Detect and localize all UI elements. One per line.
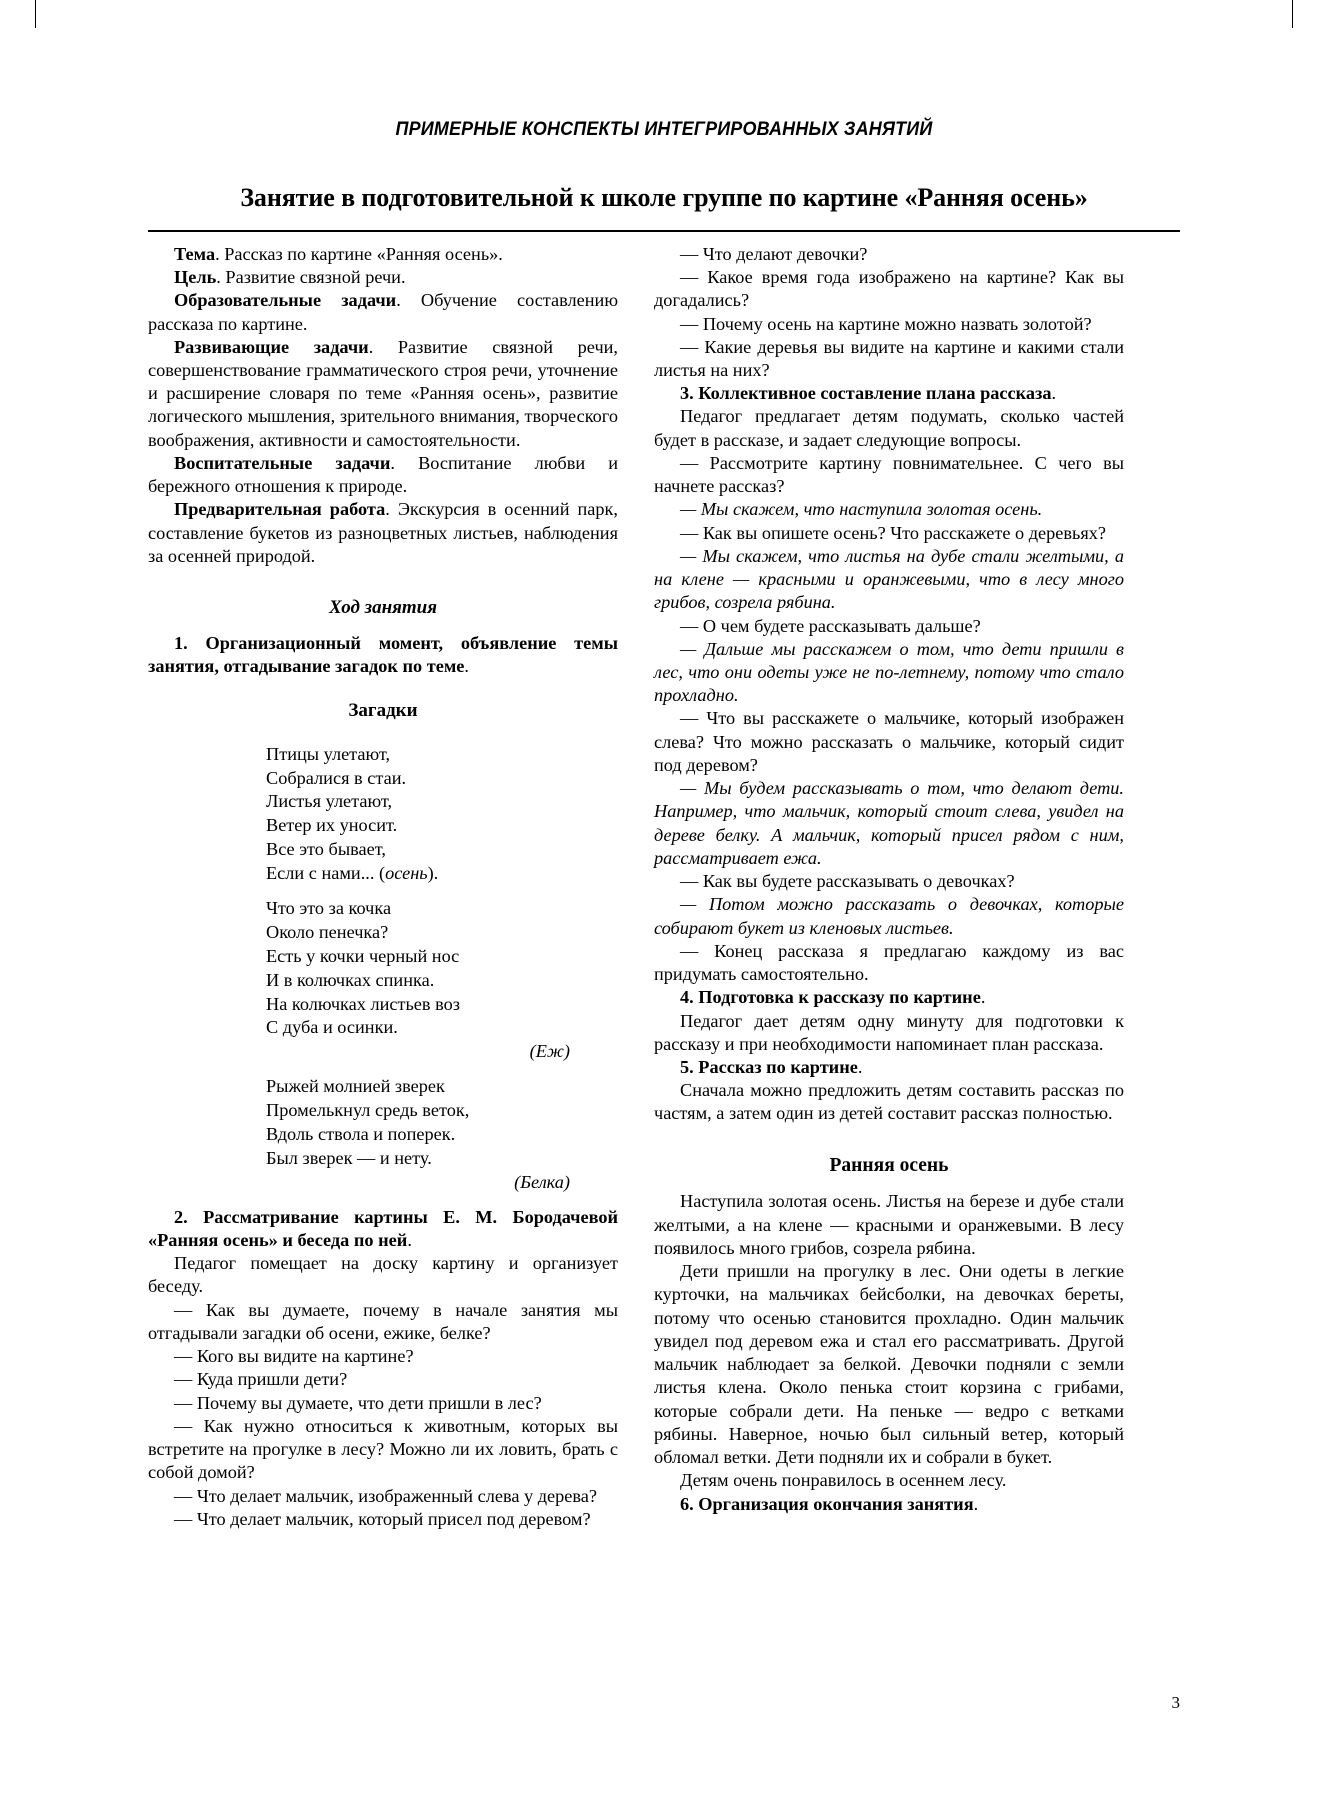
question-item: — Кого вы видите на картине? [174,1346,414,1367]
story-paragraph: Наступила золотая осень. Листья на березе и дубе стали желтыми, а на клене — красными и оранжевыми. В лесу появилось много грибов, созрела рябина. [654,1191,1124,1258]
riddle-2-line: На колючках листьев воз [266,993,460,1014]
step-6 [654,1493,1124,1516]
step-2-dot: . [407,1230,412,1250]
spacer [148,1063,618,1075]
dialogue-line: — Конец рассказа я предлагаю каждому из вас придумать самостоятельно. [654,940,1124,985]
label-educational-tasks: Образовательные задачи [174,290,397,311]
riddle-2-line: И в колючках спинка. [266,969,435,990]
paragraph-cel [148,266,618,289]
step-6-label: 6. Организация окончания занятия [680,1493,974,1514]
label-upbringing-tasks: Воспитательные задачи [174,452,391,473]
paragraph-preliminary-work [148,498,618,568]
riddle-3-line: Вдоль ствола и поперек. [266,1123,456,1144]
riddle-3-line: Рыжей молнией зверек [266,1076,445,1097]
step-2-label: 2. Рассматривание картины Е. М. Бородачевой «Ранняя осень» и беседа по ней [148,1206,618,1250]
riddle-1-line: Собралися в стаи. [266,767,407,788]
riddle-3-answer: (Белка) [514,1171,570,1192]
question-item: — Почему осень на картине можно назвать золотой? [680,313,1092,334]
paragraph-preparation: Педагог дает детям одну минуту для подготовки к рассказу и при необходимости напоминает план рассказа. [654,1010,1124,1054]
label-cel: Цель [174,267,217,288]
story-paragraph: Детям очень понравилось в осеннем лесу. [680,1470,1007,1491]
step-5 [654,1056,1124,1079]
text-tema: . Рассказ по картине «Ранняя осень». [215,243,503,264]
running-head: ПРИМЕРНЫЕ КОНСПЕКТЫ ИНТЕГРИРОВАННЫХ ЗАНЯТИЙ [395,118,933,140]
riddle-2-answer: (Еж) [529,1041,570,1062]
paragraph-developing-tasks [148,336,618,452]
dialogue-line: — Как вы будете рассказывать о девочках? [680,871,1015,892]
step-6-dot: . [973,1493,979,1514]
dialogue-line: — Мы будем рассказывать о том, что делают дети. Например, что мальчик, который стоит слева, увидел на дереве белку. А мальчик, который присел рядом с ним, рассматривает ежа. [654,778,1124,868]
question-item: — Какие деревья вы видите на картине и какими стали листья на них? [654,336,1124,380]
spacer [654,1178,1124,1190]
crop-mark-left [35,0,36,28]
spacer [148,1194,618,1206]
paragraph-teacher-places-picture: Педагог помещает на доску картину и организует беседу. [148,1253,618,1297]
spacer [148,620,618,632]
step-3 [654,382,1124,405]
dialogue-line: — Дальше мы расскажем о том, что дети пришли в лес, что они одеты уже не по-летнему, потому что стало прохладно. [654,638,1124,706]
subheading-riddles: Загадки [348,699,418,721]
step-4-dot: . [980,987,986,1008]
riddle-1-line: Все это бывает, [266,838,386,859]
right-column [654,243,1124,1531]
question-item: — Какое время года изображено на картине? Как вы догадались? [654,267,1124,311]
step-3-dot: . [1051,383,1057,404]
riddle-1-answer-lead: Если с нами... ( [266,862,386,883]
spacer [654,1126,1124,1154]
step-1-dot: . [464,656,469,677]
step-1-label: 1. Организационный момент, объявление темы занятия, отгадывание загадок по теме [148,633,618,677]
paragraph-educational-tasks [148,289,618,335]
step-2 [148,1206,618,1252]
dialogue-line: — Что вы расскажете о мальчике, который изображен слева? Что можно рассказать о мальчике, который сидит под деревом? [654,708,1124,775]
title-divider [148,230,1180,231]
page-number: 3 [1171,1693,1180,1712]
left-column [148,243,618,1531]
step-5-label: 5. Рассказ по картине [680,1057,858,1077]
spacer [148,723,618,743]
riddle-1-line: Ветер их уносит. [266,815,398,836]
riddle-2-line: Около пенечка? [266,922,389,943]
section-heading-lesson-flow: Ход занятия [328,597,438,619]
two-column-body [148,243,1180,1531]
page-title: Занятие в подготовительной к школе группе по картине «Ранняя осень» [240,183,1088,212]
text-preliminary-work: . Экскурсия в осенний парк, составление букетов из разноцветных листьев, наблюдения за осенней природой. [148,499,618,566]
dialogue-line: — Рассмотрите картину повнимательнее. С чего вы начнете рассказ? [654,452,1124,497]
question-item: — Что делают девочки? [680,243,868,264]
dialogue-line: — О чем будете рассказывать дальше? [680,615,981,636]
dialogue-line: — Мы скажем, что листья на дубе стали желтыми, а на клене — красными и оранжевыми, что в лесу много грибов, созрела рябина. [654,545,1124,613]
label-tema: Тема [174,243,216,264]
spacer [148,679,618,699]
label-preliminary-work: Предварительная работа [174,499,386,520]
step-4-label: 4. Подготовка к рассказу по картине [680,987,981,1008]
riddle-2-line: Есть у кочки черный нос [266,946,460,967]
paragraph-story-in-parts: Сначала можно предложить детям составить рассказ по частям, а затем один из детей составит рассказ полностью. [654,1080,1124,1124]
story-title: Ранняя осень [829,1154,949,1176]
step-4 [654,986,1124,1009]
step-5-dot: . [857,1057,863,1077]
question-item: — Что делает мальчик, который присел под деревом? [174,1508,591,1529]
step-1 [148,632,618,678]
text-upbringing-tasks: . Воспитание любви и бережного отношения к природе. [148,452,618,497]
riddle-1-line: Птицы улетают, [266,743,391,764]
question-item: — Как нужно относиться к животным, которых вы встретите на прогулке в лесу? Можно ли их ловить, брать с собой домой? [148,1415,618,1483]
text-cel: . Развитие связной речи. [216,267,406,288]
question-item: — Как вы думаете, почему в начале занятия мы отгадывали загадки об осени, ежике, белке? [148,1299,618,1343]
dialogue-line: — Потом можно рассказать о девочках, которые собирают букет из кленовых листьев. [654,894,1124,938]
dialogue-line: — Мы скажем, что наступила золотая осень. [680,499,1043,520]
paragraph-teacher-suggests-parts: Педагог предлагает детям подумать, сколько частей будет в рассказе, и задает следующие вопросы. [654,406,1124,450]
crop-mark-right [1292,0,1293,28]
dialogue-line: — Как вы опишете осень? Что расскажете о деревьях? [680,522,1107,543]
question-item: — Что делает мальчик, изображенный слева у дерева? [174,1485,598,1506]
riddle-2-line: Что это за кочка [266,898,392,919]
spacer [148,885,618,897]
riddle-1-line-answer [148,862,618,886]
story-paragraph: Дети пришли на прогулку в лес. Они одеты в легкие курточки, на мальчиках бейсболки, на девочках береты, потому что осенью становится прохладно. Один мальчик увидел под деревом ежа и стал его рассматривать. Другой мальчик наблюдает за белкой. Девочки подняли с земли листья клена. Около пенька стоит корзина с грибами, которые собрали дети. На пеньке — ведро с ветками рябины. Наверное, ночью был сильный ветер, который обломал ветки. Дети подняли их и собрали в букет. [654,1261,1124,1468]
text-developing-tasks: . Развитие связной речи, совершенствование грамматического строя речи, уточнение и расширение словаря по теме «Ранняя осень», развитие логического мышления, зрительного внимания, творческого воображения, активности и самостоятельности. [148,336,619,450]
riddle-3-line: Был зверек — и нету. [266,1147,432,1168]
question-item: — Куда пришли дети? [174,1369,348,1390]
riddle-1-answer-word: осень [385,862,428,883]
riddle-3-line: Промелькнул средь веток, [266,1100,470,1121]
riddle-2-line: С дуба и осинки. [266,1017,398,1038]
label-developing-tasks: Развивающие задачи [174,336,369,357]
question-item: — Почему вы думаете, что дети пришли в лес? [174,1392,542,1413]
page-content [148,0,1180,1531]
riddle-1-line: Листья улетают, [266,791,393,812]
paragraph-upbringing-tasks [148,452,618,498]
text-educational-tasks: . Обучение составлению рассказа по картине. [148,290,618,334]
spacer [148,568,618,596]
riddle-1-answer-tail: ). [427,862,439,883]
paragraph-tema [148,243,618,266]
step-3-label: 3. Коллективное составление плана рассказа [680,383,1052,404]
